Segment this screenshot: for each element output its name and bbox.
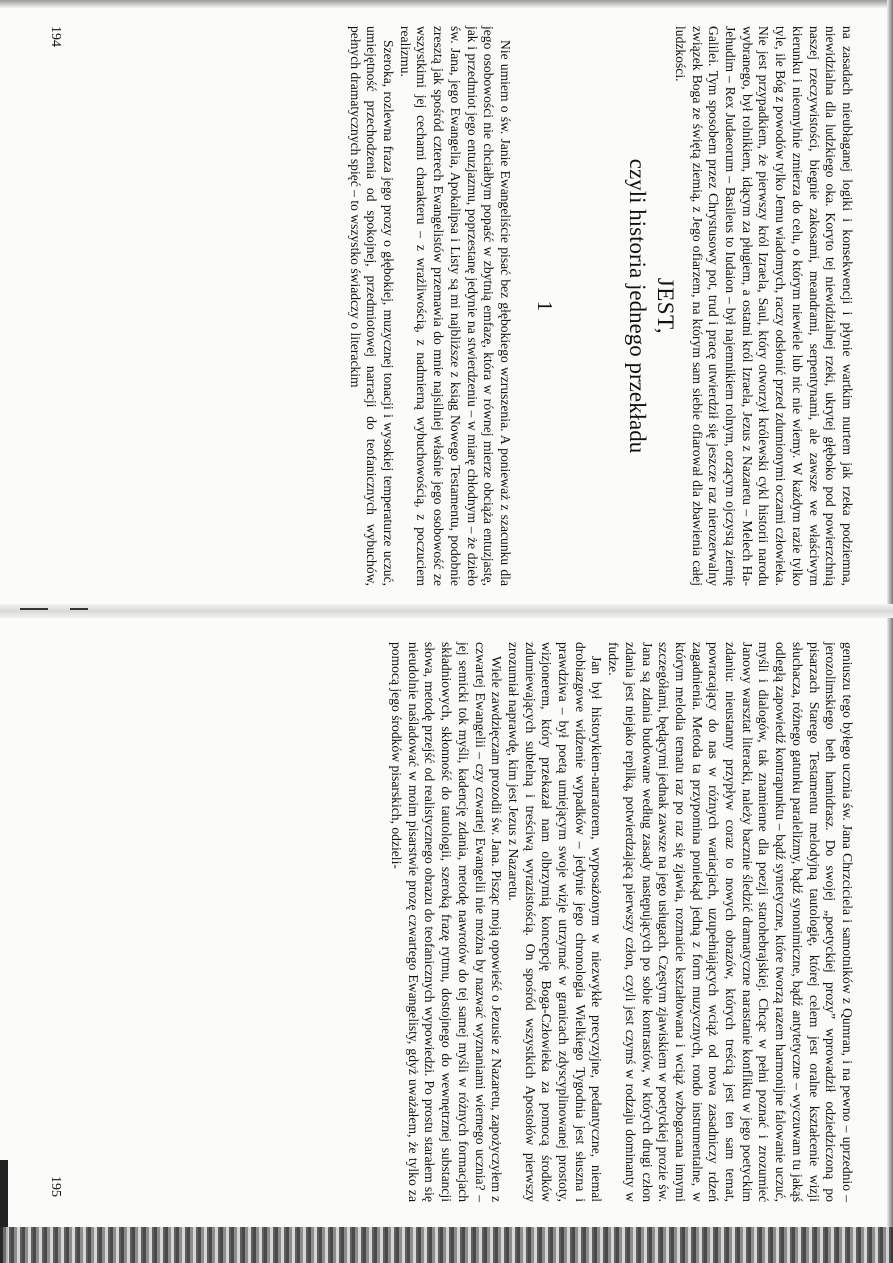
page-194: [15, 12, 857, 600]
scan-edge-right: [887, 0, 893, 1263]
scan-edge-top: [0, 0, 893, 8]
paragraph: geniuszu tego byłego ucznia św. Jana Chrzciciela i samotników z Qumran, i na pewno – uprzednio – jerozolimskiego beth hamidrasz. Do swojej „poetyckiej prozy” wprowadził odziedziczoną po pisarzach Starego Testamentu melodyjną tautologię, której celem jest oralne kształcenie wizji słuchacza, różnego gatunku paralelizmy, bądź synonimiczne, bądź antytetyczne – wyczuwam tu jakąś odległą zapowiedź kontrapunktu – bądź syntetyczne, które tworzą razem harmonijne falowanie uczuć, myśli i dialogów, tak znamienne dla poezji starohebrajskiej. Chcąc w pełni poznać i zrozumieć Janowy warsztat literacki, należy bacznie śledzić dramatyczne narastanie konfliktu w jego poetyckim zdaniu: nieustanny przypływ coraz to nowych obrazów, których treścią jest ten sam temat, powracający do nas w różnych wariacjach, uzupełniających wciąż od nowa zasadniczy rdzeń zagadnienia. Metoda ta przypomina poniekąd jedną z form muzycznych, rondo instrumentalne, w którym melodia tematu raz po raz się zjawia, rozmaicie kształtowana i wciąż wzbogacana innymi szczegółami, będącymi jednak zawsze na jego usługach. Częstym zjawiskiem w poetyckiej prozie św. Jana są zdania budowane według zasady następujących po sobie kontrastów, w których drugi człon zdania jest niejako repliką, potwierdzającą pierwszy człon, czyli jest czymś w rodzaju dominanty w fudze.: [606, 642, 855, 1202]
section-number: 1: [533, 300, 557, 312]
book-gutter: [0, 604, 893, 618]
page-number: 194: [48, 26, 63, 47]
page-195-body: [63, 642, 855, 1202]
paragraph: Jan był historykiem-narratorem, wyposażonym w niezwykłe precyzyjne, pedantyczne, niemal drobiazgowe widzenie wypadków – jedynie jego chronologia Wielkiego Tygodnia jest słuszna i prawdziwa – był poetą umiejącym swoje wizje utrzymać w granicach zdyscyplinowanej prostoty, wizjonerem, który przekazał nam olbrzymią koncepcję Boga-Człowieka za pomocą środków zdumiewających subtelną i treściwą wyrazistością. On spośród wszystkich Apostołów pierwszy zrozumiał naprawdę, kim jest Jezus z Nazaretu.: [505, 642, 605, 1202]
chapter-subtitle: czyli historia jednego przekładu: [625, 158, 650, 454]
gutter-mark: [70, 608, 88, 610]
paragraph: na zasadach nieubłaganej logiki i konsekwencji i płynie wartkim nurtem jak rzeka podziemna, niewidzialna dla ludzkiego oka. Koryto tej niewidzialnej rzeki, ukrytej głęboko pod powierzchnią naszej rzeczywistości, biegnie zakosami, meandrami, serpentynami, ale zawsze we właściwym kierunku i nieomylnie zmierza do celu, o którym niewiele lub nic nie wiemy. W każdym razie tylko tyle, ile Bóg z powodów tylko Jemu wiadomych, raczy odsłonić przed zdumionymi oczami człowieka. Nie jest przypadkiem, że pierwszy król Izraela, Saul, który otworzył królewski cykl historii narodu wybranego, był rolnikiem, idącym za pługiem, a ostatni król Izraela, Jezus z Nazaretu – Melech Ha-Jehudim – Rex Judaeorum – Basileus to Iudaion – był najemnikiem rolnym, orzącym ojczystą ziemię Galilei. Tym sposobem przez Chrystusowy pot, trud i pracę utwierdził się jeszcze raz nierozerwalny związek Boga ze świętą ziemią, z Jego ofiarzem, na którym sam siebie ofiarował dla zbawienia całej ludzkości.: [672, 26, 855, 586]
scan-edge-bottom: [0, 1227, 893, 1263]
page-number: 195: [48, 1176, 63, 1197]
page-194-top-text: [672, 26, 855, 586]
chapter-heading: [623, 12, 679, 600]
paragraph: Szeroka, rozlewna fraza jego prozy o głębokiej, muzycznej tonacji i wysokiej temperaturze uczuć, umiejętność przechodzenia od spokojnej, przedmiotowej narracji do teofanicznych wybuchów, pełnych dramatycznych spięć – to wszystko świadczy o literackim: [347, 26, 397, 586]
paragraph: Wiele zawdzięczam prozodii św. Jana. Pisząc moją opowieść o Jezusie z Nazaretu, zapożyczyłem z czwartej Ewangelii – czy czwartej Ewangelii nie można by nazwać wyznaniami wiernego ucznia? – jej semicki tok myśli, kadencję zdania, metodę nawrotów do tej samej myśli w różnych formacjach składniowych, skłonność do tautologii, szeroką frazę rytmu, dostojnego do wewnętrznej substancji słowa, metodę przejść od realistycznego obrazu do teofanicznych wypowiedzi. Po prostu starałem się nieudolnie naśladować w moim pisarstwie prozę czwartego Ewangelisty, gdyż uważałem, że tylko za pomocą jego środków pisarskich, odzieli-: [389, 642, 505, 1202]
page-194-body: [333, 26, 513, 586]
gutter-mark: [20, 608, 48, 610]
page-195: [15, 628, 857, 1216]
paragraph: Nie umiem o św. Janie Ewangeliście pisać bez głębokiego wzruszenia. A ponieważ z szacunku dla jego osobowości nie chciałbym popaść w zbytnią emfazę, która w równej mierze obciąża entuzjastę, jak i przedmiot jego entuzjazmu, poprzestanę jedynie na stwierdzeniu – w miarę chłodnym – że dzieło św. Jana, jego Ewangelia, Apokalipsa i Listy są mi najbliższe z ksiąg Nowego Testamentu, podobnie zresztą jak spośród czterech Ewangelistów przemawia do mnie najsilniej właśnie jego osobowość ze wszystkimi jej cechami charakteru – z wrażliwością, z nadmierną wybuchowością, z poczuciem realizmu.: [397, 26, 513, 586]
chapter-title: JEST,: [653, 277, 678, 335]
